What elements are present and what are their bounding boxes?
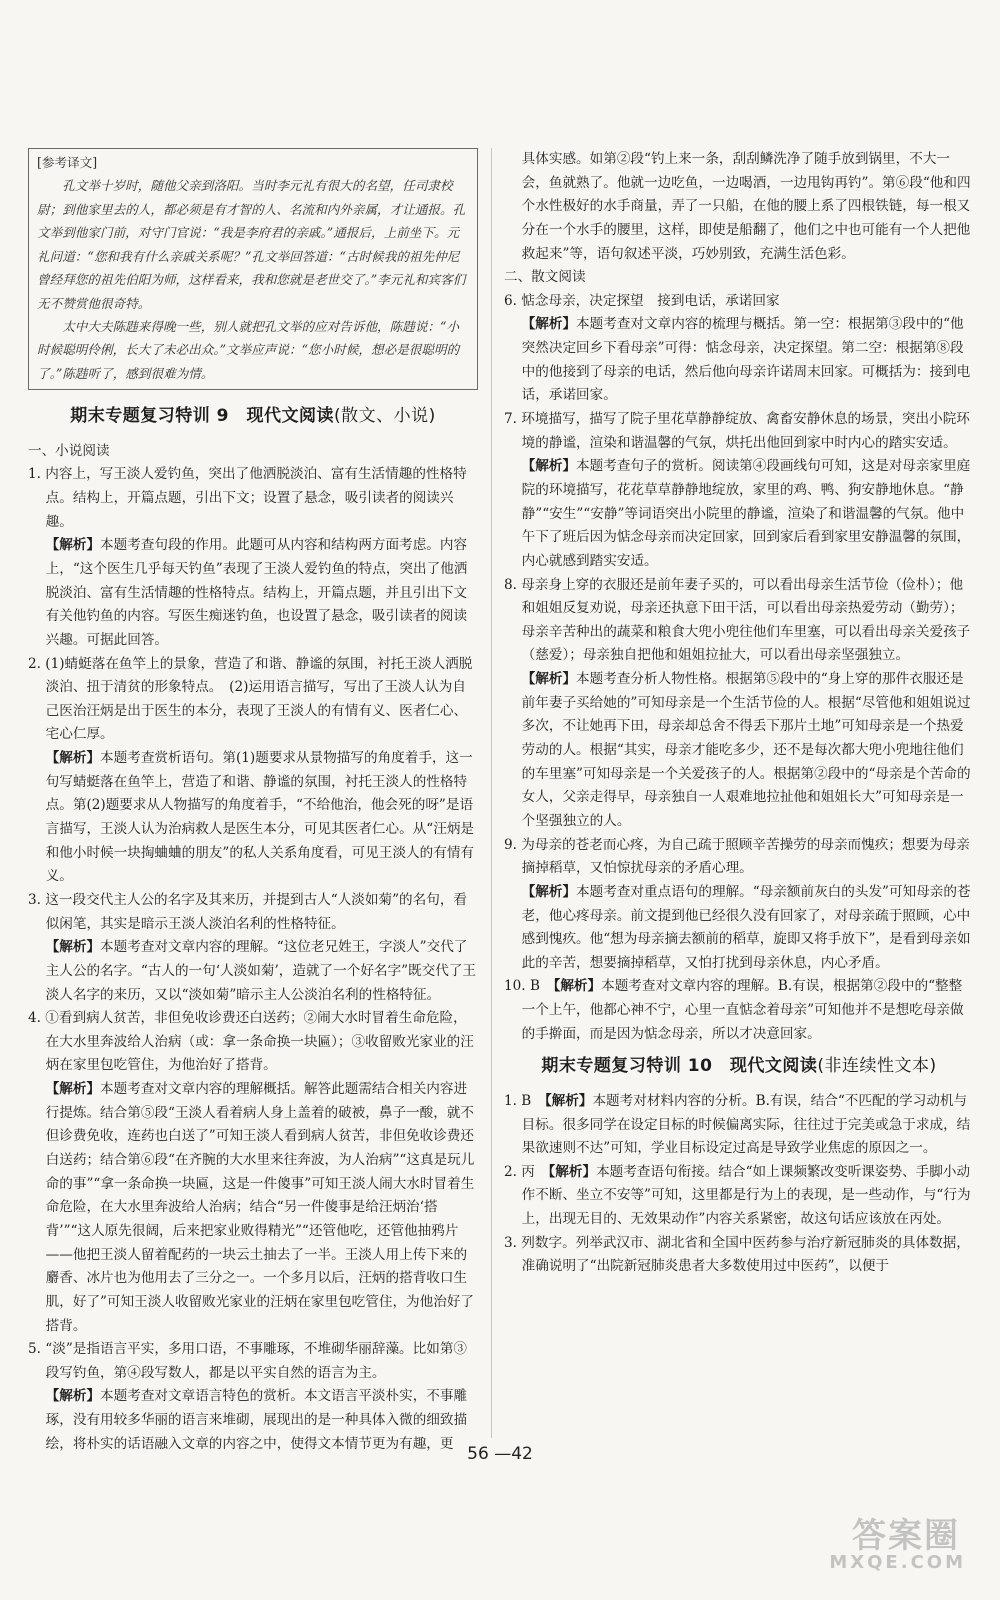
s10-analysis-1-text: 本题考对材料内容的分析。B.有误，结合“不匹配的学习动机与目标。很多同学在设定目标的时候偏离实际，往往过于完美或急于求成，结果欲速则不达”可知，学业目标设定过高是导致学业焦虑的原因之一。: [521, 1092, 971, 1157]
analysis-2: [28, 747, 478, 889]
right-column: [504, 148, 974, 1279]
analysis-7-text: 本题考查句子的赏析。阅读第④段画线句可知，这是对母亲家里庭院的环境描写，花花草草静静地绽放，家里的鸡、鸭、狗安静地休息。“静静”“安生”“安静”等词语突出小院里的静谧，渲染了和谐温馨的气氛。他中午下了班后因为惦念母亲而决定回家，回到家后看到家里安静温馨的氛围，内心就感到踏实安适。: [521, 458, 971, 569]
reference-paragraph-1: 孔文举十岁时，随他父亲到洛阳。当时李元礼有很大的名望，任司隶校尉；到他家里去的人，都必须是有才智的人、名流和内外亲属，才让通报。孔文举到他家门前，对守门官说：“我是李府君的亲戚。”通报后，上前坐下。元礼问道：“您和我有什么亲戚关系呢？”孔文举回答道：“古时候我的祖先仲尼曾经拜您的祖先伯阳为师，这样看来，我和您就是老世交了。”李元礼和宾客们无不赞赏他很奇特。: [37, 178, 466, 311]
analysis-8: [504, 668, 974, 833]
analysis-10-text: 本题考查对文章内容的理解。B.有误，根据第②段中的“整整一个上午，他都心神不宁，心里一直惦念着母亲”可知他并不是想吃母亲做的手擀面，而是因为惦念母亲，所以才决意回家。: [521, 978, 964, 1042]
reference-tag: [参考译文]: [37, 155, 98, 170]
section-9-title: [28, 402, 478, 432]
section-10-title-sub: (非连续性文本): [817, 1056, 937, 1077]
analysis-label: 【解析】: [45, 1388, 101, 1405]
answer-8: 8. 母亲身上穿的衣服还是前年妻子买的，可以看出母亲生活节俭（俭朴）；他和姐姐反复劝说，母亲还执意下田干活，可以看出母亲热爱劳动（勤劳）；母亲辛苦种出的蔬菜和粮食大兜小兜往他们车里塞，可以看出母亲关爱孩子（慈爱）；母亲独自把他和姐姐拉扯大，可以看出母亲坚强独立。: [504, 576, 971, 664]
reference-translation-box: [28, 148, 478, 390]
analysis-8-text: 本题考查分析人物性格。根据第⑤段中的“身上穿的那件衣服还是前年妻子买给她的”可知母亲是一个生活节俭的人。根据“尽管他和姐姐说过多次，不让她再下田，母亲却总舍不得丢下那片土地”可知母亲是一个热爱劳动的人。根据“其实，母亲才能吃多少，还不是每次都大兜小兜地往他们的车里塞”可知母亲是一个关爱孩子的人。根据第②段中的“母亲是个苦命的女人，父亲走得早，母亲独自一人艰难地拉扯他和姐姐长大”可知母亲是一个坚强独立的人。: [521, 671, 971, 829]
watermark: [800, 1508, 970, 1578]
answer-5: 5. “淡”是指语言平实，多用口语，不事雕琢，不堆砌华丽辞藻。比如第③段写钓鱼，第④段写数人，都是以平实自然的语言为主。: [28, 1341, 468, 1381]
analysis-4: [28, 1078, 478, 1338]
left-column: [28, 148, 478, 1456]
s10-answer-3: 3. 列数字。列举武汉市、湖北省和全国中医药参与治疗新冠肺炎的具体数据，准确说明了“出院新冠肺炎患者大多数使用过中医药”，以便于: [504, 1234, 970, 1275]
analysis-label: 【解析】: [45, 1081, 101, 1098]
answer-2: 2. (1)蜻蜓落在鱼竿上的景象，营造了和谐、静谧的氛围，衬托王淡人洒脱淡泊、扭于清贫的形象特点。 (2)运用语言描写，写出了王淡人认为自己医治汪炳是出于医生的本分，表现了王淡人的有情有义、医者仁心、宅心仁厚。: [28, 655, 473, 743]
reference-paragraph-2: 太中大夫陈韪来得晚一些，别人就把孔文举的应对告诉他，陈韪说：“小时候聪明伶俐，长大了未必出众。”文举应声说：“您小时候，想必是很聪明的了。”陈韪听了，感到很难为情。: [37, 318, 460, 381]
analysis-5-text: 本题考查对文章语言特色的赏析。本文语言平淡朴实，不事雕琢，没有用较多华丽的语言来堆砌，展现出的是一种具体入微的细致描绘，将朴实的话语融入文章的内容之中，使得文本情节更为有趣，更: [45, 1388, 468, 1452]
watermark-logo-text: 答案圈: [852, 1516, 960, 1556]
analysis-5-continued: 具体实感。如第②段“钓上来一条，刮刮鳞洗净了随手放到锅里，不大一会，鱼就熟了。他就一边吃鱼，一边喝酒，一边甩钩再钓”。第⑥段“他和四个水性极好的水手商量，弄了一只船，在他的腰上系了四根铁链，每一根又分在一个水手的腰里，这样，即使是船翻了，他们之中也可能有一个人把他救起来”等，语句叙述平淡，巧妙别致，充满生活色彩。: [521, 151, 971, 262]
s10-answer-1-choice: 1. B: [504, 1092, 532, 1109]
analysis-label: 【解析】: [521, 671, 577, 688]
column-divider: [491, 148, 492, 1438]
answer-7: 7. 环境描写，描写了院子里花草静静绽放、禽畜安静休息的场景，突出小院环境的静谧，渲染和谐温馨的气氛，烘托出他回到家中时内心的踏实安适。: [504, 411, 970, 451]
section-9-title-sub: (散文、小说): [333, 406, 436, 427]
prose-reading-heading: 二、散文阅读: [504, 269, 586, 286]
analysis-3: [28, 936, 478, 1007]
analysis-label: 【解析】: [553, 978, 602, 995]
analysis-label: 【解析】: [521, 458, 577, 475]
answer-9: 9. 为母亲的苍老而心疼，为自己疏于照顾辛苦操劳的母亲而愧疚；想要为母亲摘掉稻草，又怕惊扰母亲的矛盾心理。: [504, 836, 970, 877]
novel-reading-heading: 一、小说阅读: [28, 442, 110, 459]
page-number: 56 —42: [467, 1444, 533, 1464]
analysis-9: [504, 881, 974, 976]
section-10-title-main: 期末专题复习特训 10 现代文阅读: [541, 1056, 818, 1077]
analysis-9-text: 本题考查对重点语句的理解。“母亲额前灰白的头发”可知母亲的苍老，他心疼母亲。前文提到他已经很久没有回家了，对母亲疏于照顾，心中感到愧疚。他“想为母亲摘去额前的稻草，旋即又将手放下”，是看到母亲如此的辛苦，想要摘掉稻草，又怕打扰到母亲休息，内心矛盾。: [521, 883, 971, 971]
answer-10-choice: 10. B: [504, 978, 540, 995]
analysis-6-text: 本题考查对文章内容的梳理与概括。第一空：根据第③段中的“他突然决定回乡下看母亲”可得：惦念母亲，决定探望。第二空：根据第⑧段中的他接到了母亲的电话，然后他向母亲许诺周末回家。可概括为：接到电话，承诺回家。: [521, 316, 971, 404]
analysis-2-text: 本题考查赏析语句。第(1)题要求从景物描写的角度着手，这一句写蜻蜓落在鱼竿上，营造了和谐、静谧的氛围，衬托王淡人的性格特点。第(2)题要求从人物描写的角度着手，“不给他治，他会死的呀”是语言描写，王淡人认为治病救人是医生本分，可见其医者仁心。从“汪炳是和他小时候一块掏蛐蛐的朋友”的私人关系角度看，可见王淡人的有情有义。: [45, 750, 475, 885]
s10-analysis-2-text: 本题考查语句衔接。结合“如上课频繁改变听课姿势、手脚小动作不断、坐立不安等”可知，这里都是行为上的表现，是一些动作，与“行为上，出现无目的、无效果动作”内容关系紧密，故这句话应该放在丙处。: [521, 1163, 971, 1228]
s10-answer-2: [504, 1161, 974, 1232]
analysis-6: [504, 313, 974, 408]
section-10-title: [504, 1052, 974, 1082]
watermark-url: MXQE.COM: [829, 1552, 966, 1573]
analysis-7: [504, 455, 974, 573]
s10-answer-2-choice: 2. 丙: [504, 1163, 535, 1180]
analysis-label: 【解析】: [521, 316, 577, 333]
analysis-label: 【解析】: [521, 883, 577, 900]
page: [28, 148, 972, 1452]
answer-4: 4. ①看到病人贫苦，非但免收诊费还白送药；②闹大水时冒着生命危险，在大水里奔波给人治病（或：拿一条命换一块匾）；③收留败光家业的汪炳在家里包吃管住，为他治好了搭背。: [28, 1010, 474, 1074]
analysis-3-text: 本题考查对文章内容的理解。“这位老兄姓王，字淡人”交代了主人公的名字。“古人的一句‘人淡如菊’，造就了一个好名字”既交代了王淡人名字的来历，又以“淡如菊”暗示主人公淡泊名利的性格特征。: [45, 939, 477, 1003]
answer-1: 1. 内容上，写王淡人爱钓鱼，突出了他洒脱淡泊、富有生活情趣的性格特点。结构上，开篇点题，引出下文；设置了悬念，吸引读者的阅读兴趣。: [28, 466, 467, 530]
answer-3: 3. 这一段交代主人公的名字及其来历，并提到古人“人淡如菊”的名句，看似闲笔，其实是暗示王淡人淡泊名利的性格特征。: [28, 891, 468, 932]
analysis-label: 【解析】: [548, 1163, 597, 1180]
analysis-label: 【解析】: [45, 939, 101, 956]
analysis-1-text: 本题考查句段的作用。此题可从内容和结构两方面考虑。内容上，“这个医生几乎每天钓鱼”表现了王淡人爱钓鱼的特点，突出了他洒脱淡泊、富有生活情趣的性格特点。结构上，开篇点题，并且引出下文有关他钓鱼的内容。写医生痴迷钓鱼，也设置了悬念，吸引读者的阅读兴趣。可据此回答。: [45, 537, 468, 648]
analysis-label: 【解析】: [45, 537, 101, 554]
answer-10: [504, 975, 974, 1046]
answer-6: 6. 惦念母亲，决定探望 接到电话，承诺回家: [504, 292, 780, 309]
analysis-4-text: 本题考查对文章内容的理解概括。解答此题需结合相关内容进行提炼。结合第⑤段“王淡人看着病人身上盖着的破被，鼻子一酸，就不但诊费免收，连药也白送了”可知王淡人看到病人贫苦，非但免收诊费还白送药；结合第⑥段“在齐腕的大水里来往奔波，为人治病”“这真是玩儿命的事”“拿一条命换一块匾，这是一件傻事”可知王淡人闹大水时冒着生命危险，在大水里奔波给人治病；结合“另一件傻事是给汪炳治‘搭背’”“这人原先很阔，后来把家业败得精光”“还管他吃，还管他抽鸦片——他把王淡人留着配药的一块云土抽去了一半。王淡人用上传下来的麝香、冰片也为他用去了三分之一。一个多月以后，汪炳的搭背收口生肌，好了”可知王淡人收留败光家业的汪炳在家里包吃管住，为他治好了搭背。: [45, 1081, 475, 1334]
analysis-label: 【解析】: [544, 1092, 593, 1109]
analysis-1: [28, 534, 478, 652]
analysis-label: 【解析】: [45, 750, 101, 767]
s10-answer-1: [504, 1090, 974, 1161]
section-9-title-main: 期末专题复习特训 9 现代文阅读: [70, 406, 334, 427]
